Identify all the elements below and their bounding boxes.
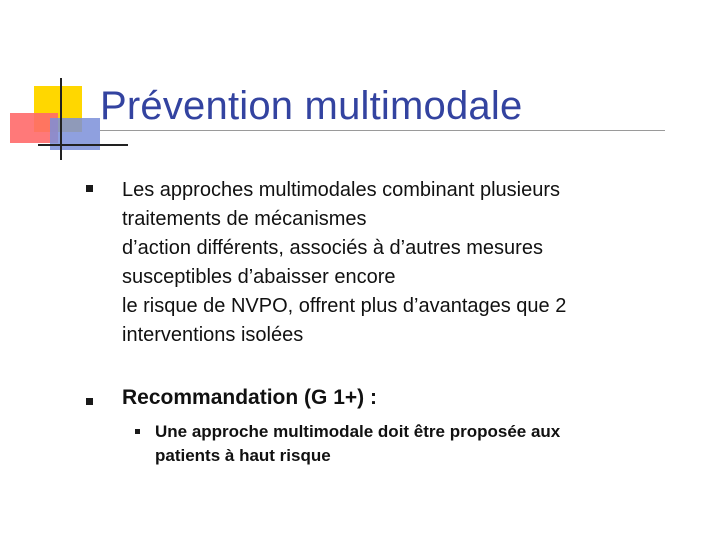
bullet-square-icon [86,185,93,192]
bullet-1-line: interventions isolées [122,324,304,346]
slide-logo-decoration [0,0,110,170]
bullet-square-icon [86,398,93,405]
vertical-line [60,78,62,160]
title-underline [100,130,665,131]
recommendation-label: Recommandation (G 1+) : [122,386,377,409]
sub-bullet-square-icon [135,429,140,434]
recommendation-text [155,420,695,468]
bullet-1-line: susceptibles d’abaisser encore [122,266,396,288]
bullet-1-line: le risque de NVPO, offrent plus d’avantages que 2 [122,295,567,317]
slide-title: Prévention multimodale [100,84,523,128]
bullet-1-line: d’action différents, associés à d’autres mesures [122,237,543,259]
bullet-1-line: Les approches multimodales combinant plusieurs [122,179,561,201]
recommendation-line: Une approche multimodale doit être proposée aux [155,422,561,441]
recommendation-line: patients à haut risque [155,446,331,465]
bullet-1-line: traitements de mécanismes [122,208,367,230]
bullet-text-1 [122,176,682,350]
horizontal-line [38,144,128,146]
